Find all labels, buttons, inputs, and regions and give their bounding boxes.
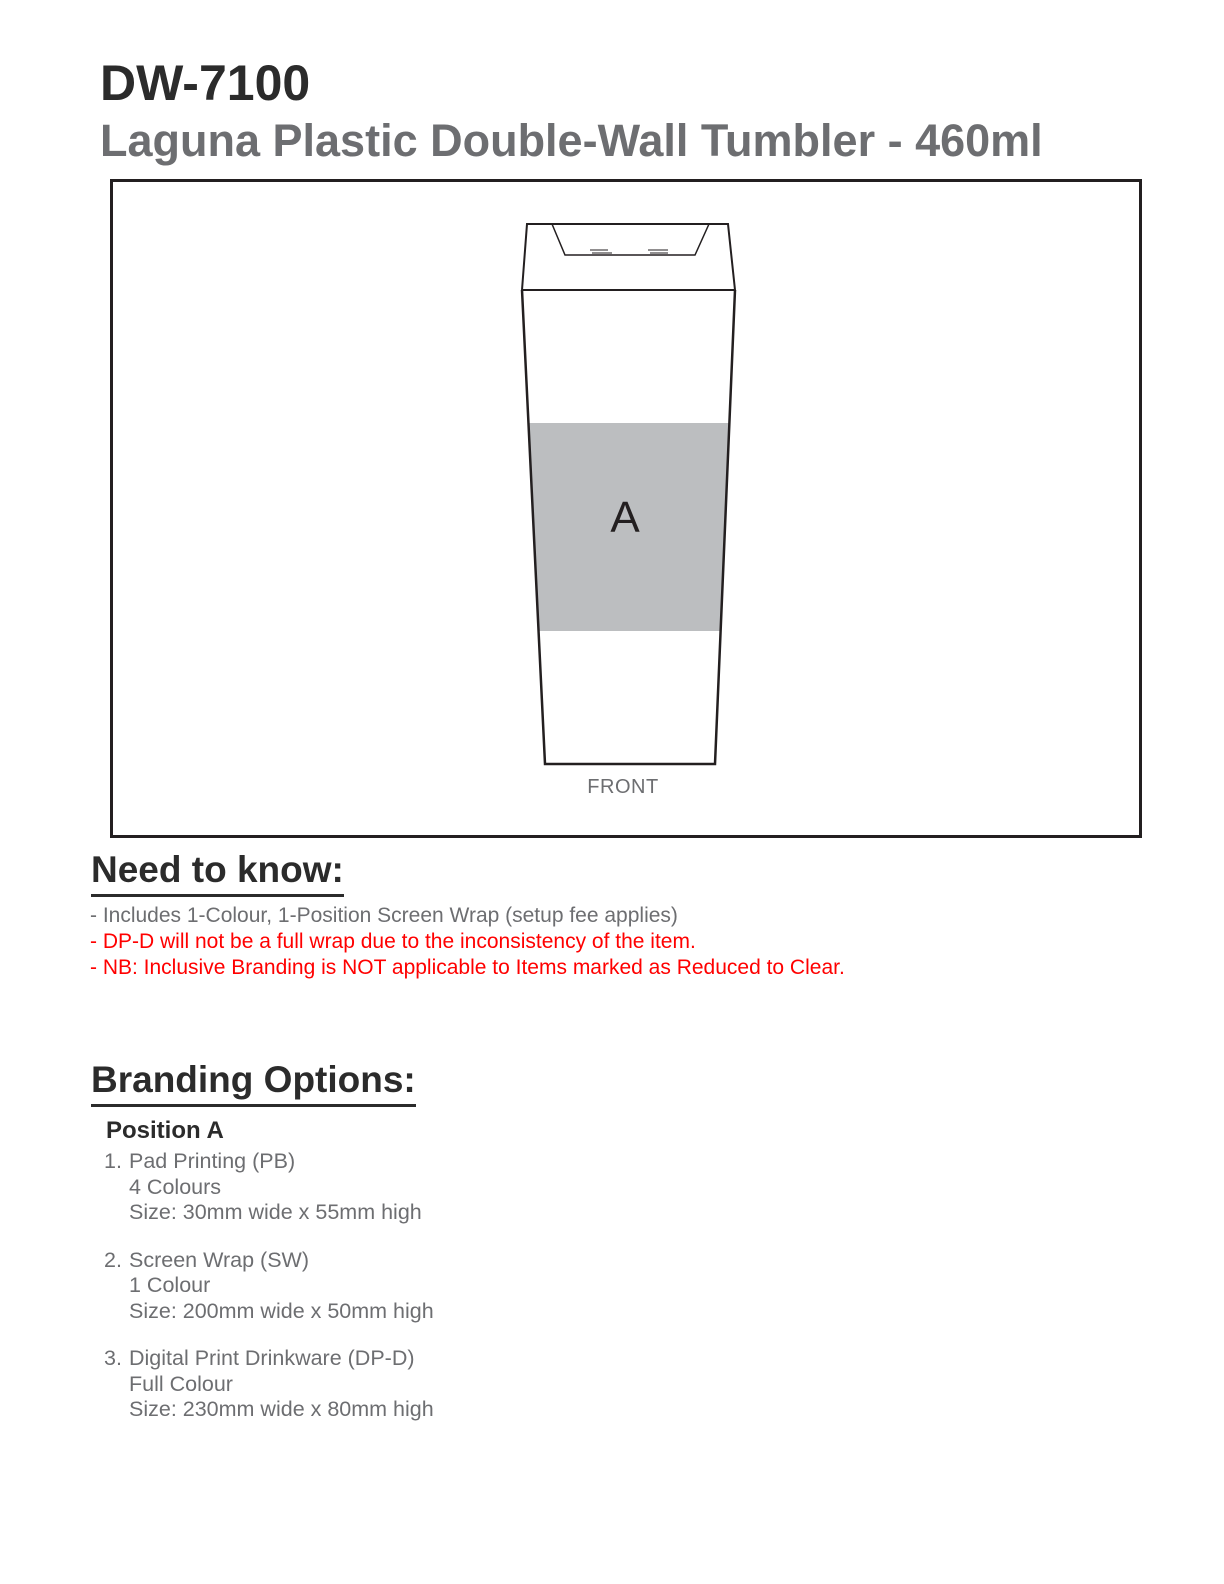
need-to-know-notes: [90, 903, 845, 981]
lid-opening: [552, 224, 709, 255]
branding-option: [104, 1248, 434, 1325]
tumbler-lid: [522, 224, 735, 290]
option-method: Pad Printing (PB): [129, 1149, 296, 1173]
branding-option: [104, 1346, 434, 1423]
product-illustration-frame: [110, 179, 1142, 838]
branding-option: [104, 1149, 434, 1226]
note-item-warning: - DP-D will not be a full wrap due to the inconsistency of the item.: [90, 930, 696, 953]
option-size: Size: 230mm wide x 80mm high: [129, 1397, 434, 1421]
product-code: DW-7100: [100, 55, 311, 111]
position-label-a: A: [610, 493, 640, 542]
option-number: 3.: [104, 1346, 122, 1370]
note-item: - Includes 1-Colour, 1-Position Screen Wrap (setup fee applies): [90, 904, 678, 927]
option-colours: Full Colour: [129, 1371, 233, 1396]
option-colours: 4 Colours: [129, 1174, 222, 1199]
branding-options-list: [104, 1149, 434, 1445]
option-size: Size: 200mm wide x 50mm high: [129, 1298, 434, 1323]
option-number: 2.: [104, 1247, 122, 1272]
option-colours: 1 Colour: [129, 1273, 211, 1297]
note-item-warning: - NB: Inclusive Branding is NOT applicable to Items marked as Reduced to Clear.: [90, 956, 845, 979]
product-name: Laguna Plastic Double-Wall Tumbler - 460ml: [100, 115, 1043, 166]
option-method: Digital Print Drinkware (DP-D): [129, 1346, 415, 1370]
option-method: Screen Wrap (SW): [129, 1247, 309, 1272]
option-size: Size: 30mm wide x 55mm high: [129, 1200, 422, 1224]
view-label: FRONT: [587, 776, 659, 798]
branding-options-heading: Branding Options:: [91, 1061, 416, 1107]
need-to-know-heading: Need to know:: [91, 851, 344, 897]
position-title: Position A: [106, 1117, 224, 1144]
lid-slot-left: [590, 250, 612, 253]
option-number: 1.: [104, 1149, 122, 1173]
lid-slot-right: [648, 250, 668, 253]
